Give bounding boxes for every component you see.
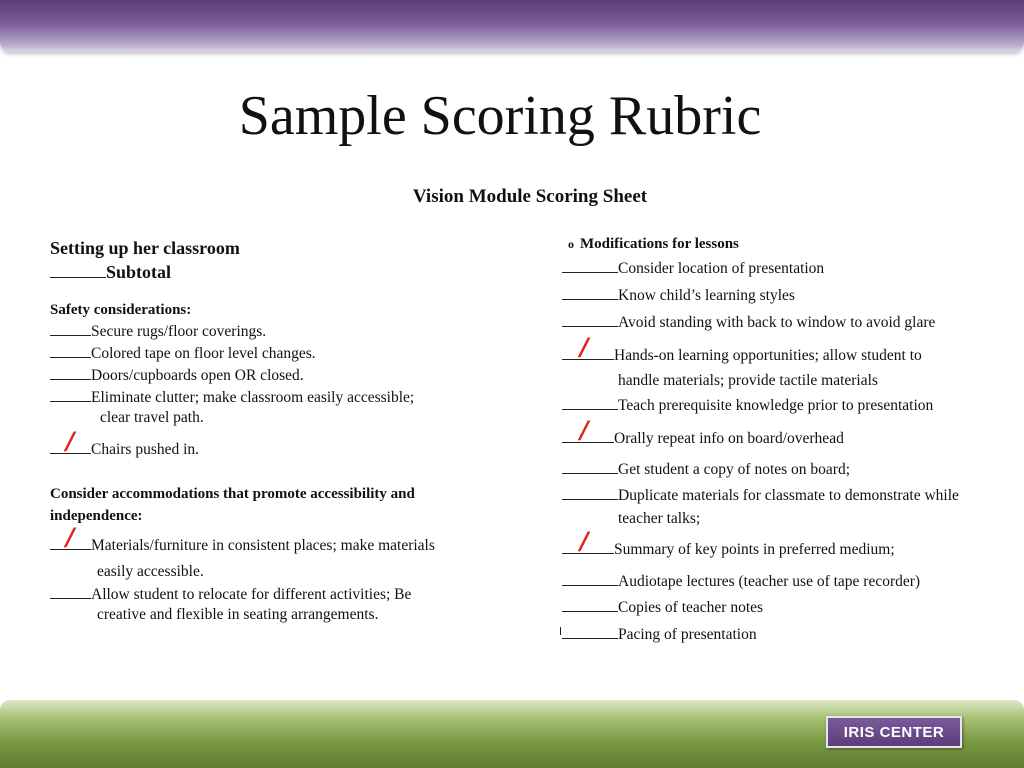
red-check-mark: /	[580, 527, 589, 555]
list-item: Get student a copy of notes on board;	[562, 458, 1012, 480]
accommodations-heading: Consider accommodations that promote accessibility and independence:	[50, 486, 415, 524]
list-item: / Materials/furniture in consistent places; make materials	[50, 534, 500, 556]
list-item: Pacing of presentation	[562, 623, 1012, 645]
slide-title: Sample Scoring Rubric	[238, 85, 762, 147]
red-check-mark: /	[66, 427, 75, 455]
score-blank	[50, 342, 91, 358]
score-blank	[562, 458, 618, 474]
score-blank	[50, 320, 91, 336]
top-banner	[0, 0, 1024, 52]
list-item: Eliminate clutter; make classroom easily accessible;	[50, 386, 500, 408]
list-item: / Chairs pushed in.	[50, 438, 500, 460]
list-item: Audiotape lectures (teacher use of tape recorder)	[562, 570, 1012, 592]
score-blank	[50, 386, 91, 402]
score-blank	[50, 364, 91, 380]
list-item-continued: clear travel path.	[100, 409, 204, 426]
modifications-heading: o Modifications for lessons	[568, 236, 739, 252]
score-blank	[562, 394, 618, 410]
red-check-mark: /	[580, 416, 589, 444]
score-blank	[562, 257, 618, 273]
list-item-continued: teacher talks;	[618, 510, 701, 527]
score-blank	[562, 570, 618, 586]
list-item: / Orally repeat info on board/overhead	[562, 427, 1012, 449]
list-item: Duplicate materials for classmate to demonstrate while	[562, 484, 1012, 506]
list-item: Avoid standing with back to window to avoid glare	[562, 311, 1012, 333]
score-blank	[562, 484, 618, 500]
section-heading-classroom: Setting up her classroom	[50, 238, 240, 258]
list-item-continued: easily accessible.	[97, 563, 204, 580]
score-blank	[562, 623, 618, 639]
subtotal-label: Subtotal	[106, 262, 172, 282]
scoring-sheet-title: Vision Module Scoring Sheet	[412, 186, 648, 207]
score-blank	[562, 416, 614, 444]
list-item: Doors/cupboards open OR closed.	[50, 364, 500, 386]
list-item: Copies of teacher notes	[562, 596, 1012, 618]
text-cursor	[560, 627, 561, 635]
list-item: Know child’s learning styles	[562, 284, 1012, 306]
left-column	[50, 236, 500, 625]
score-blank	[50, 583, 91, 599]
score-blank	[562, 527, 614, 555]
right-column	[562, 234, 1012, 645]
score-blank	[50, 523, 91, 551]
score-blank	[562, 596, 618, 612]
subtotal-blank	[50, 262, 106, 278]
score-blank	[50, 427, 91, 455]
list-item-continued: creative and flexible in seating arrangements.	[97, 606, 379, 623]
score-blank	[562, 333, 614, 361]
list-item: Consider location of presentation	[562, 257, 1012, 279]
score-blank	[562, 311, 618, 327]
list-item: Allow student to relocate for different activities; Be	[50, 583, 500, 605]
list-item-continued: handle materials; provide tactile materials	[618, 372, 878, 389]
red-check-mark: /	[580, 333, 589, 361]
red-check-mark: /	[66, 523, 75, 551]
iris-center-logo: IRIS CENTER	[826, 716, 962, 748]
list-item: Secure rugs/floor coverings.	[50, 320, 500, 342]
score-blank	[562, 284, 618, 300]
subtotal-row	[50, 260, 500, 284]
list-item: / Hands-on learning opportunities; allow student to	[562, 344, 1012, 366]
list-item: / Summary of key points in preferred medium;	[562, 538, 1012, 560]
list-item: Teach prerequisite knowledge prior to presentation	[562, 394, 1012, 416]
list-item: Colored tape on floor level changes.	[50, 342, 500, 364]
safety-heading: Safety considerations:	[50, 302, 192, 318]
bullet-icon: o	[568, 237, 574, 251]
